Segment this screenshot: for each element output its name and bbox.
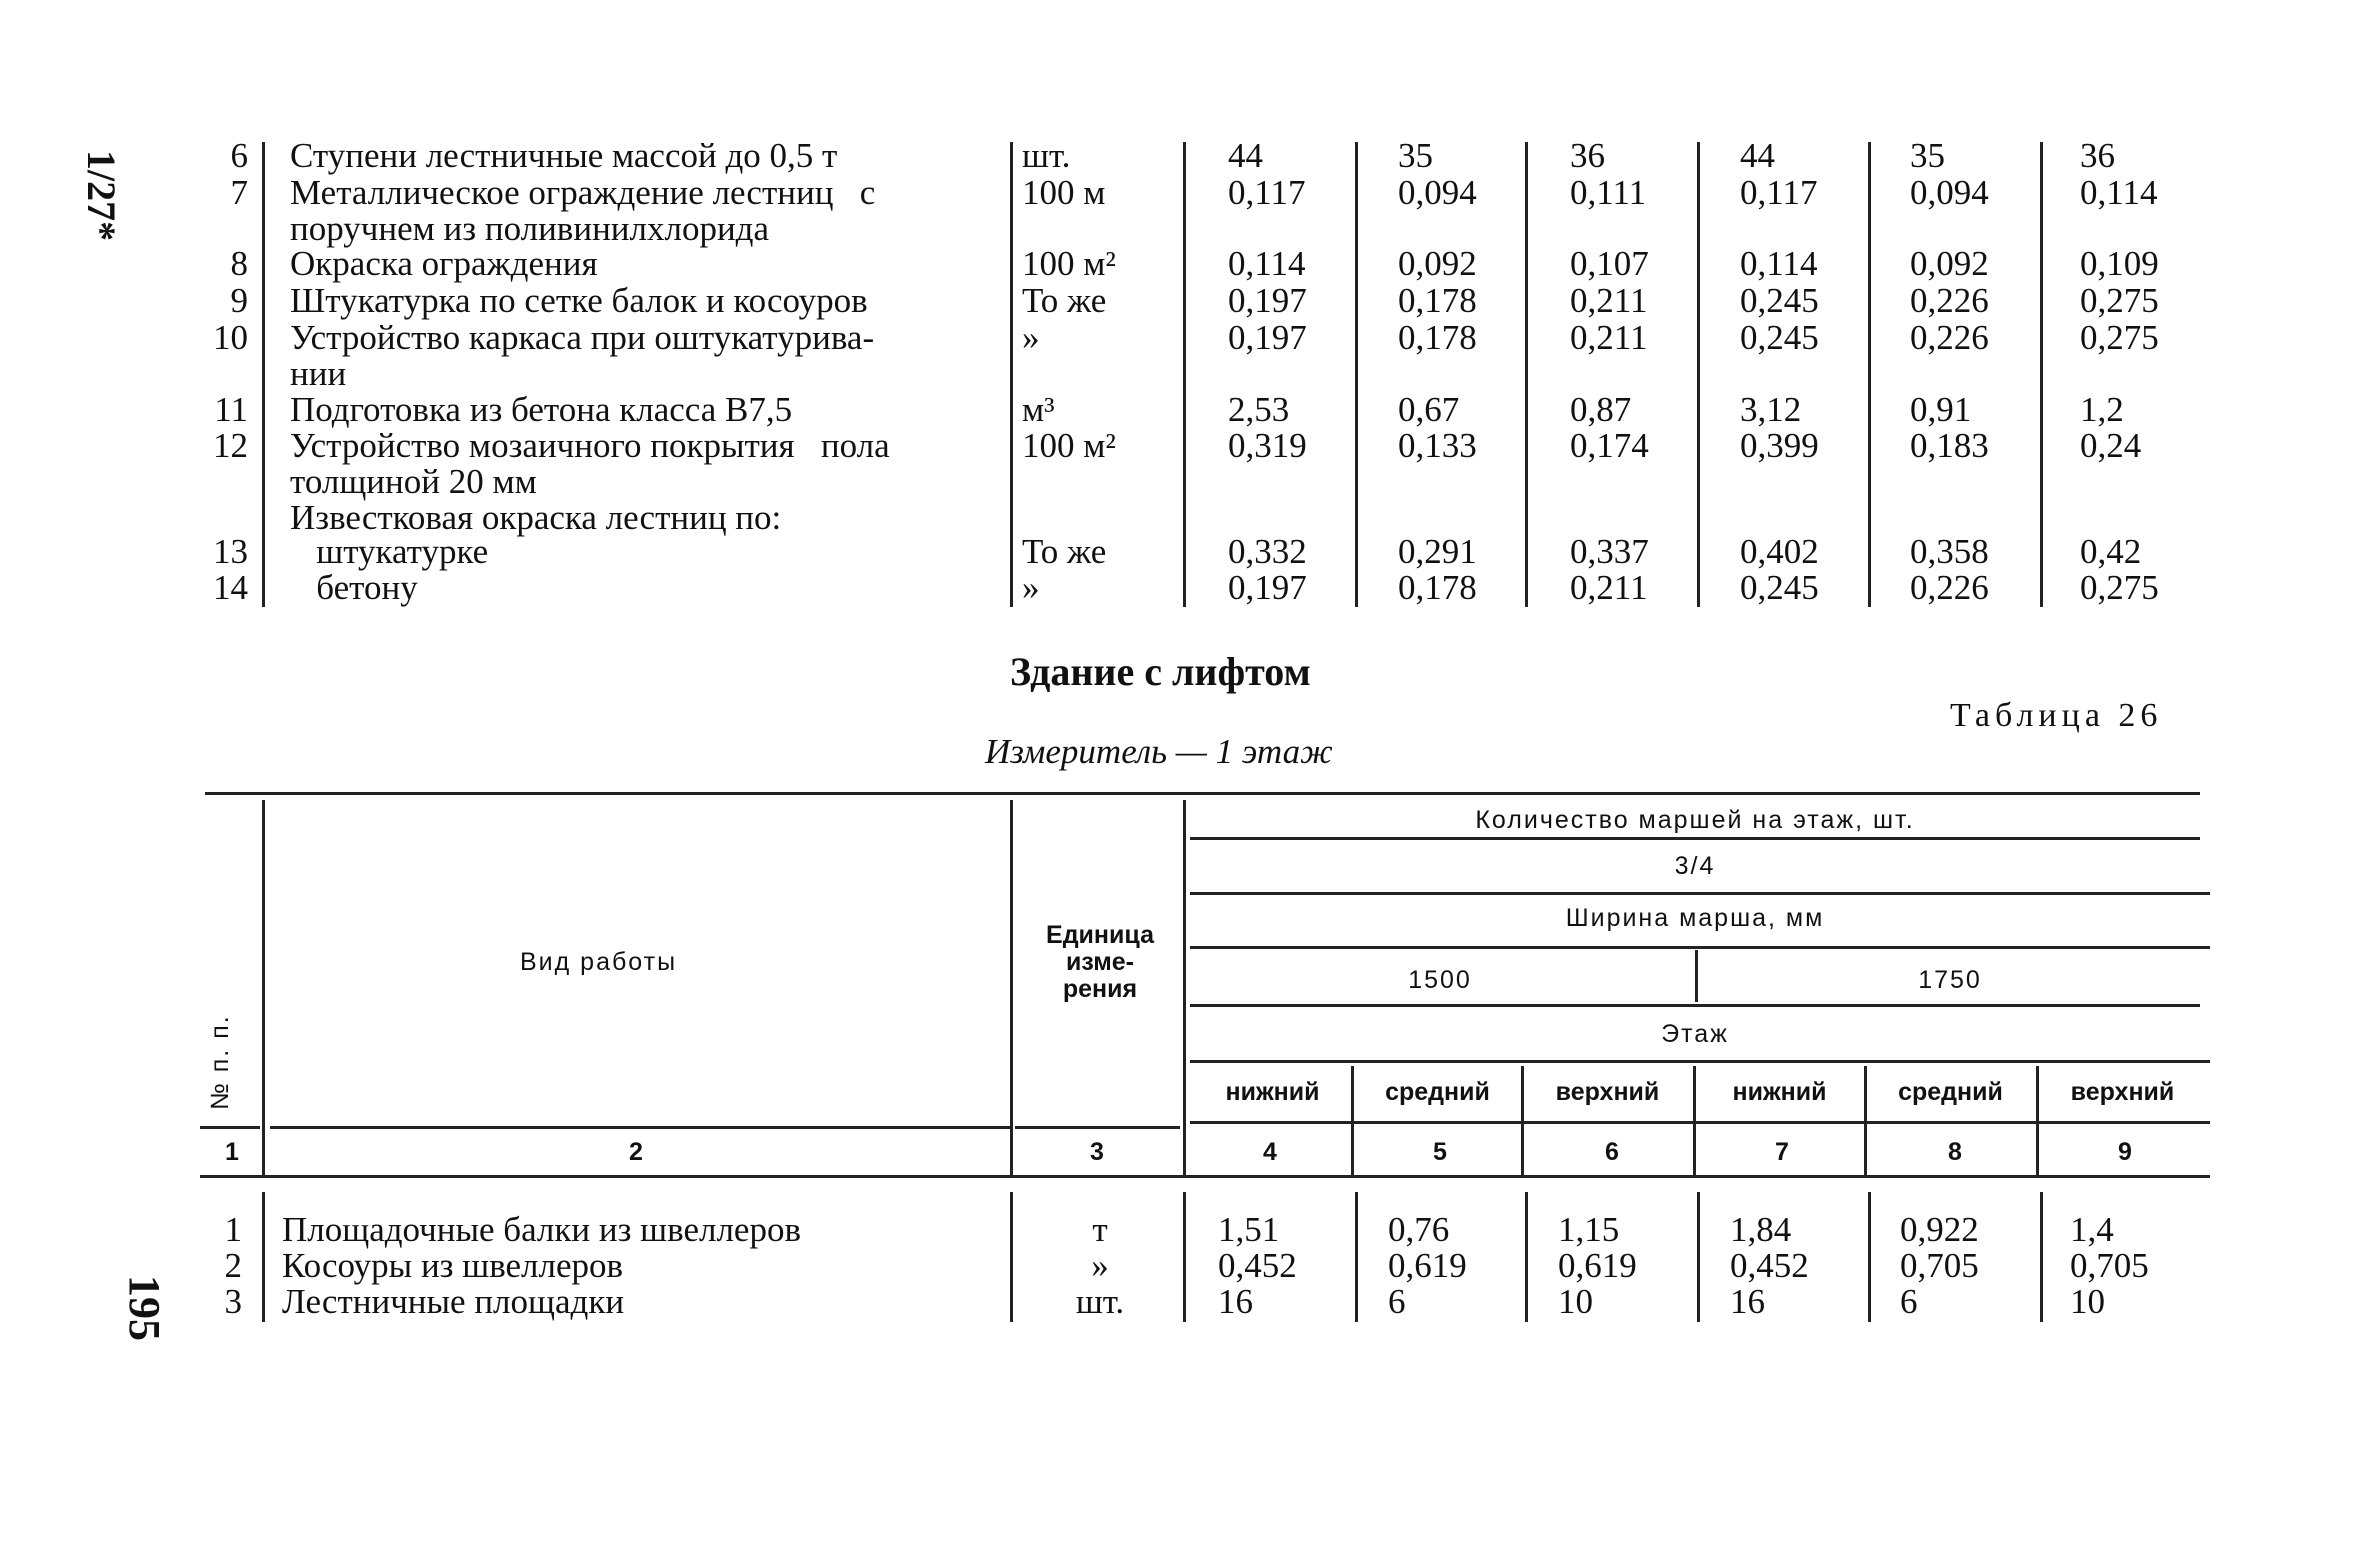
col-divider [1868,1192,1871,1322]
column-number: 5 [1433,1138,1447,1166]
header-floor: Этаж [1661,1020,1729,1048]
unit-text: 100 м [1022,173,1106,212]
row-number: 8 [230,244,248,283]
unit-text: м³ [1022,390,1055,429]
header-unit: Единица изме- рения [1046,921,1154,1003]
value-cell: 0,226 [1910,318,1989,357]
value-cell: 0,619 [1558,1246,1637,1285]
row-number: 3 [224,1282,242,1321]
floor-header: средний [1385,1078,1490,1106]
col-divider [1868,142,1871,607]
row-number: 6 [230,136,248,175]
col-divider [1355,142,1358,607]
column-number: 1 [225,1138,239,1166]
value-cell: 0,337 [1570,532,1649,571]
col-divider [1183,800,1186,1178]
row-number: 2 [224,1246,242,1285]
value-cell: 0,092 [1910,244,1989,283]
row-number: 11 [214,390,248,429]
value-cell: 0,91 [1910,390,1972,429]
col-divider [1695,950,1698,1002]
value-cell: 0,67 [1398,390,1460,429]
measure-note: Измеритель — 1 этаж [985,732,1333,771]
value-cell: 0,111 [1570,173,1647,212]
unit-text: 100 м² [1022,426,1116,465]
col-divider [2040,1192,2043,1322]
value-cell: 0,094 [1398,173,1477,212]
work-text: Подготовка из бетона класса В7,5 [290,390,793,429]
value-cell: 0,178 [1398,318,1477,357]
rule [270,1126,1010,1129]
value-cell: 0,197 [1228,281,1307,320]
value-cell: 3,12 [1740,390,1802,429]
value-cell: 0,117 [1740,173,1818,212]
value-cell: 0,922 [1900,1210,1979,1249]
value-cell: 16 [1218,1282,1253,1321]
value-cell: 1,84 [1730,1210,1792,1249]
value-cell: 0,094 [1910,173,1989,212]
col-divider [1183,142,1186,607]
row-number: 13 [213,532,248,571]
header-num: № п. п. [206,1014,234,1110]
work-text: Ступени лестничные массой до 0,5 т [290,136,838,175]
floor-header: средний [1898,1078,2003,1106]
margin-note-top: 1/27* [79,150,124,242]
value-cell: 0,197 [1228,318,1307,357]
value-cell: 1,2 [2080,390,2124,429]
header-flights: Количество маршей на этаж, шт. [1475,806,1915,834]
value-cell: 0,42 [2080,532,2142,571]
value-cell: 0,117 [1228,173,1306,212]
column-number: 2 [629,1138,643,1166]
value-cell: 1,4 [2070,1210,2114,1249]
rule [1190,1004,2200,1007]
value-cell: 0,211 [1570,318,1648,357]
work-text: Косоуры из швеллеров [282,1246,624,1285]
value-cell: 0,245 [1740,568,1819,607]
column-number: 4 [1263,1138,1277,1166]
col-divider [1010,800,1013,1178]
value-cell: 36 [1570,136,1605,175]
value-cell: 0,183 [1910,426,1989,465]
unit-text: 100 м² [1022,244,1116,283]
col-divider [1010,142,1013,607]
value-cell: 35 [1910,136,1945,175]
column-number: 6 [1605,1138,1619,1166]
value-cell: 6 [1900,1282,1918,1321]
value-cell: 0,226 [1910,568,1989,607]
value-cell: 10 [2070,1282,2105,1321]
unit-text: » [1022,568,1040,607]
row-number: 9 [230,281,248,320]
table-top-rule [205,792,2200,795]
value-cell: 0,226 [1910,281,1989,320]
col-divider [262,1192,265,1322]
value-cell: 1,15 [1558,1210,1620,1249]
header-flights-value: 3/4 [1674,852,1716,880]
value-cell: 0,197 [1228,568,1307,607]
value-cell: 0,133 [1398,426,1477,465]
unit-text: шт. [1075,1282,1125,1321]
rule [1190,946,2210,949]
unit-text: » [1091,1246,1109,1285]
col-divider [1525,142,1528,607]
work-text: нии [290,354,347,393]
value-cell: 0,399 [1740,426,1819,465]
value-cell: 0,114 [1228,244,1306,283]
value-cell: 0,109 [2080,244,2159,283]
value-cell: 0,87 [1570,390,1632,429]
row-number: 1 [224,1210,242,1249]
row-number: 14 [213,568,248,607]
work-text: Известковая окраска лестниц по: [290,498,782,537]
unit-text: т [1092,1210,1108,1249]
value-cell: 10 [1558,1282,1593,1321]
value-cell: 44 [1228,136,1263,175]
floor-header: верхний [2070,1078,2175,1106]
rule [1190,837,2200,840]
rule [200,1126,260,1129]
rule [1190,892,2210,895]
value-cell: 1,51 [1218,1210,1280,1249]
value-cell: 0,245 [1740,281,1819,320]
column-number: 8 [1948,1138,1962,1166]
value-cell: 0,211 [1570,281,1648,320]
row-number: 7 [230,173,248,212]
value-cell: 0,358 [1910,532,1989,571]
value-cell: 0,178 [1398,281,1477,320]
column-number: 9 [2118,1138,2132,1166]
row-number: 10 [213,318,248,357]
value-cell: 0,705 [2070,1246,2149,1285]
value-cell: 0,178 [1398,568,1477,607]
column-number: 3 [1090,1138,1104,1166]
row-number: 12 [213,426,248,465]
value-cell: 0,092 [1398,244,1477,283]
value-cell: 0,291 [1398,532,1477,571]
value-cell: 0,174 [1570,426,1649,465]
work-text: бетону [290,568,418,607]
value-cell: 0,107 [1570,244,1649,283]
col-divider [262,800,265,1178]
col-divider [1525,1192,1528,1322]
work-text: Металлическое ограждение лестниц с [290,173,876,212]
work-text: Устройство мозаичного покрытия пола [290,426,890,465]
value-cell: 0,275 [2080,318,2159,357]
floor-header: нижний [1732,1078,1827,1106]
work-text: Площадочные балки из швеллеров [282,1210,801,1249]
rule [1015,1126,1180,1129]
value-cell: 0,452 [1218,1246,1297,1285]
value-cell: 0,619 [1388,1246,1467,1285]
col-divider [1010,1192,1013,1322]
header-width: Ширина марша, мм [1565,904,1825,932]
value-cell: 44 [1740,136,1775,175]
value-cell: 0,114 [1740,244,1818,283]
rule [1190,1121,2210,1124]
unit-text: То же [1022,281,1107,320]
value-cell: 0,24 [2080,426,2142,465]
rule [1190,1060,2210,1063]
value-cell: 0,76 [1388,1210,1450,1249]
work-text: Лестничные площадки [282,1282,625,1321]
col-divider [2040,142,2043,607]
value-cell: 0,319 [1228,426,1307,465]
unit-text: » [1022,318,1040,357]
header-width-1500: 1500 [1408,966,1472,994]
value-cell: 0,275 [2080,568,2159,607]
header-width-1750: 1750 [1918,966,1982,994]
col-divider [1697,142,1700,607]
table-label: Таблица 26 [1950,697,2163,734]
value-cell: 0,705 [1900,1246,1979,1285]
work-text: Окраска ограждения [290,244,598,283]
value-cell: 0,211 [1570,568,1648,607]
value-cell: 36 [2080,136,2115,175]
header-work: Вид работы [520,948,678,976]
rule [200,1175,2210,1178]
value-cell: 2,53 [1228,390,1290,429]
value-cell: 0,332 [1228,532,1307,571]
value-cell: 0,114 [2080,173,2158,212]
value-cell: 6 [1388,1282,1406,1321]
value-cell: 35 [1398,136,1433,175]
unit-text: шт. [1022,136,1071,175]
floor-header: нижний [1225,1078,1320,1106]
work-text: толщиной 20 мм [290,462,537,501]
column-number: 7 [1775,1138,1789,1166]
section-title: Здание с лифтом [1010,649,1311,694]
col-divider [262,142,265,607]
value-cell: 0,452 [1730,1246,1809,1285]
work-text: Устройство каркаса при оштукатурива- [290,318,875,357]
value-cell: 0,275 [2080,281,2159,320]
floor-header: верхний [1555,1078,1660,1106]
col-divider [1355,1192,1358,1322]
col-divider [1697,1192,1700,1322]
work-text: штукатурке [290,532,489,571]
unit-text: То же [1022,532,1107,571]
value-cell: 16 [1730,1282,1765,1321]
col-divider [1183,1192,1186,1322]
work-text: поручнем из поливинилхлорида [290,209,770,248]
page-number: 195 [120,1275,169,1341]
work-text: Штукатурка по сетке балок и косоуров [290,281,868,320]
value-cell: 0,245 [1740,318,1819,357]
value-cell: 0,402 [1740,532,1819,571]
